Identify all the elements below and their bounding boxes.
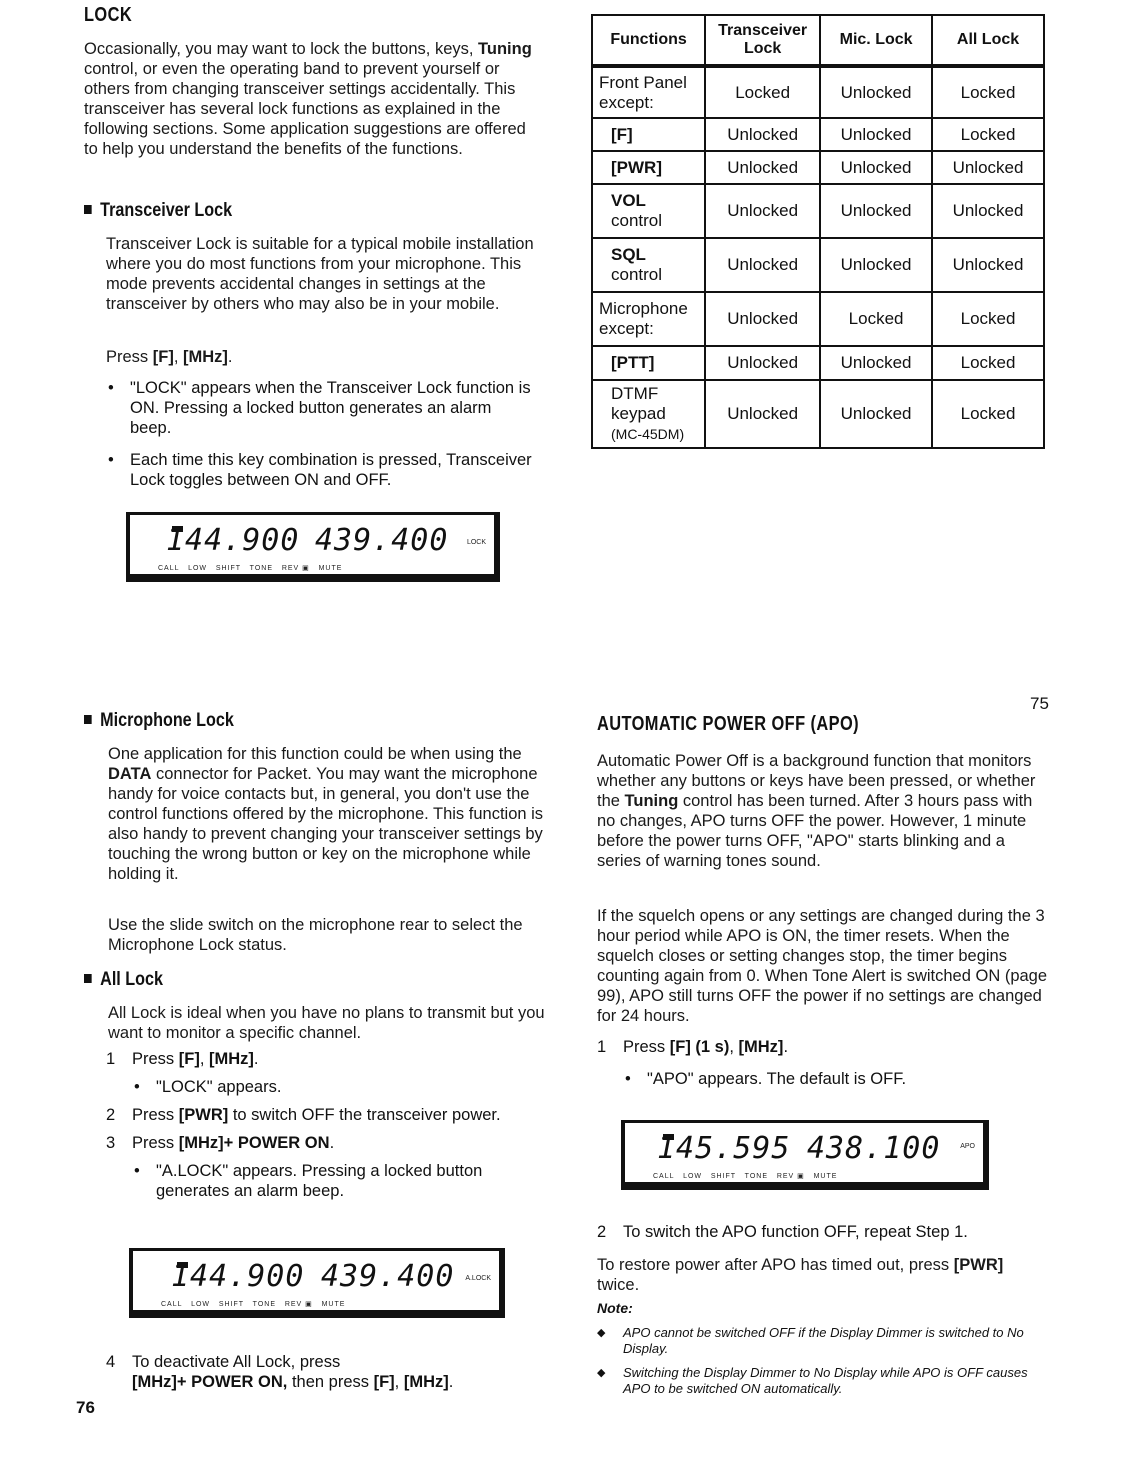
key-mhz: [MHz] xyxy=(209,1050,254,1068)
value-cell: Locked xyxy=(820,292,932,346)
step-num: 1 xyxy=(106,1050,116,1068)
lcd-display-transceiver-lock xyxy=(126,512,500,582)
lcd-freq-left: 144.900 xyxy=(171,1259,305,1294)
mic-lock-body xyxy=(108,744,548,884)
lcd-freq-left: 145.595 xyxy=(657,1131,791,1166)
key-mhz-power-on: [MHz]+ POWER ON, xyxy=(132,1373,288,1391)
transceiver-lock-body: Transceiver Lock is suitable for a typical mobile installation where you do most functions from your microphone. This mode prevents accidental changes in settings at the transceiver by others who may also be in your mobile. xyxy=(106,235,534,313)
value-cell: Locked xyxy=(932,346,1044,380)
transceiver-lock-press xyxy=(106,347,233,367)
intro-text-1: Occasionally, you may want to lock the buttons, keys, xyxy=(84,40,479,58)
note-item: ◆ Switching the Display Dimmer to No Display while APO is OFF causes APO to be switched ON automatically. xyxy=(597,1365,1042,1397)
fn-cell: Front Panel except: xyxy=(592,66,705,118)
value-cell: Unlocked xyxy=(705,184,820,238)
lcd-apo-indicator: APO xyxy=(960,1143,975,1150)
fn-main: DTMF keypad xyxy=(611,384,666,423)
comma: , xyxy=(173,348,184,366)
intro-text-2: control, or even the operating band to prevent yourself or others from changing transceiver settings accidentally. This transceiver has several lock functions as explained in the following sections. Some application suggestions are offered to help you understand the benefits of the functions. xyxy=(84,60,526,158)
apo-tuning: Tuning xyxy=(624,792,679,810)
value-cell: Unlocked xyxy=(932,184,1044,238)
key-pwr: [PWR] xyxy=(953,1256,1004,1274)
value-cell: Unlocked xyxy=(705,292,820,346)
period: . xyxy=(227,348,233,366)
lcd-freq-left: 144.900 xyxy=(166,523,300,558)
step-text: to switch OFF the transceiver power. xyxy=(228,1106,501,1124)
period: . xyxy=(448,1373,454,1391)
step-num: 4 xyxy=(106,1353,116,1371)
table-row xyxy=(592,151,1044,184)
value-cell: Unlocked xyxy=(820,238,932,292)
th-mic-lock: Mic. Lock xyxy=(820,15,932,66)
step-text: then press xyxy=(287,1373,374,1391)
lcd-display-apo xyxy=(621,1120,989,1190)
transceiver-lock-heading-text: Transceiver Lock xyxy=(100,200,233,221)
table-row xyxy=(592,66,1044,118)
all-lock-steps xyxy=(106,1049,546,1201)
value-cell: Locked xyxy=(932,66,1044,118)
value-cell: Unlocked xyxy=(820,151,932,184)
step-num: 1 xyxy=(597,1038,607,1056)
table-row xyxy=(592,184,1044,238)
step-2 xyxy=(106,1105,546,1125)
intro-tuning: Tuning xyxy=(478,40,532,58)
value-cell: Locked xyxy=(932,292,1044,346)
key-mhz: [MHz] xyxy=(403,1373,449,1391)
fn-cell: [PWR] xyxy=(592,151,705,184)
apo-body-2: If the squelch opens or any settings are changed during the 3 hour period while APO is ON, the timer resets. When the squelch closes or setting changes stop, the timer begins counting again from 0. When Tone Alert is switched ON (page 99), APO still turns OFF the power if no settings are changed for 24 hours. xyxy=(597,907,1048,1025)
transceiver-lock-bullets xyxy=(106,378,536,490)
page-number-left: 76 xyxy=(76,1398,95,1417)
period: . xyxy=(329,1134,335,1152)
period: . xyxy=(253,1050,259,1068)
square-bullet-icon xyxy=(84,205,92,214)
fn-cell: [F] xyxy=(592,118,705,151)
all-lock-heading-text: All Lock xyxy=(100,969,163,990)
lock-section-title: LOCK xyxy=(84,4,133,26)
page-number-right: 75 xyxy=(1030,694,1049,713)
press-word: Press xyxy=(106,348,153,366)
lcd-alock-indicator: A.LOCK xyxy=(465,1275,491,1282)
fn-cell: Microphone except: xyxy=(592,292,705,346)
lcd-freq-right: 438.100 xyxy=(807,1131,941,1166)
table-row xyxy=(592,380,1044,448)
list-item: • "A.LOCK" appears. Pressing a locked button generates an alarm beep. xyxy=(132,1161,546,1201)
fn-sub: (MC-45DM) xyxy=(611,426,685,442)
value-cell: Locked xyxy=(932,380,1044,448)
th-all-lock: All Lock xyxy=(932,15,1044,66)
value-cell: Locked xyxy=(705,66,820,118)
all-lock-heading xyxy=(84,969,163,991)
fn-sub: control xyxy=(611,211,663,230)
list-item: • "APO" appears. The default is OFF. xyxy=(623,1069,1037,1089)
fn-cell xyxy=(592,380,705,448)
comma: , xyxy=(199,1050,210,1068)
value-cell: Unlocked xyxy=(932,238,1044,292)
apo-step-2 xyxy=(597,1222,1037,1242)
fn-cell xyxy=(592,238,705,292)
transceiver-lock-heading xyxy=(84,200,232,222)
value-cell: Unlocked xyxy=(705,346,820,380)
note-heading: Note: xyxy=(597,1300,633,1316)
th-transceiver-lock: Transceiver Lock xyxy=(705,15,820,66)
mic-lock-body2: Use the slide switch on the microphone rear to select the Microphone Lock status. xyxy=(108,916,523,954)
list-item: • "LOCK" appears. xyxy=(132,1077,546,1097)
key-mhz-power-on: [MHz]+ POWER ON xyxy=(178,1134,330,1152)
fn-sub: control xyxy=(611,265,663,284)
value-cell: Unlocked xyxy=(705,151,820,184)
value-cell: Unlocked xyxy=(820,118,932,151)
fn-main: VOL xyxy=(611,191,646,210)
apo-text-2: control has been turned. After 3 hours pass with no changes, APO turns OFF the power. However, 1 minute before the power turns OFF, "APO" starts blinking and a series of warning tones sound. xyxy=(597,792,1033,870)
lcd-bottom-bar xyxy=(130,574,494,579)
th-functions: Functions xyxy=(592,15,705,66)
lcd-display-all-lock xyxy=(129,1248,505,1318)
mic-data: DATA xyxy=(108,765,152,783)
step-num: 3 xyxy=(106,1134,116,1152)
table-row xyxy=(592,238,1044,292)
restore-text-2: twice. xyxy=(597,1276,640,1294)
mic-lock-heading-text: Microphone Lock xyxy=(100,710,234,731)
value-cell: Unlocked xyxy=(705,380,820,448)
key-pwr: [PWR] xyxy=(178,1106,229,1124)
lcd-freq-right: 439.400 xyxy=(315,523,449,558)
lcd-bottom-bar xyxy=(625,1182,983,1187)
value-cell: Locked xyxy=(932,118,1044,151)
value-cell: Unlocked xyxy=(705,238,820,292)
table-header-row xyxy=(592,15,1044,66)
step-text: Press xyxy=(132,1106,179,1124)
step-text: Press xyxy=(132,1134,179,1152)
lcd-labels: CALL LOW SHIFT TONE REV ▣ MUTE xyxy=(158,565,343,572)
step-num: 2 xyxy=(597,1223,607,1241)
step-num: 2 xyxy=(106,1106,116,1124)
comma: , xyxy=(394,1373,404,1391)
list-item: • "LOCK" appears when the Transceiver Lock function is ON. Pressing a locked button generates an alarm beep. xyxy=(106,378,536,438)
step-text: Press xyxy=(132,1050,179,1068)
fn-cell xyxy=(592,184,705,238)
apo-notes xyxy=(597,1325,1042,1397)
key-f: [F] xyxy=(178,1050,200,1068)
lcd-bottom-bar xyxy=(133,1310,499,1315)
comma: , xyxy=(729,1038,739,1056)
period: . xyxy=(783,1038,789,1056)
key-f: [F] xyxy=(373,1373,395,1391)
step-text: To deactivate All Lock, press xyxy=(132,1353,341,1371)
step-text: To switch the APO function OFF, repeat Step 1. xyxy=(623,1223,968,1241)
value-cell: Unlocked xyxy=(820,184,932,238)
step-2 xyxy=(597,1222,1037,1242)
step-4 xyxy=(106,1352,546,1392)
lock-intro xyxy=(84,39,534,159)
all-lock-step-4 xyxy=(106,1352,546,1392)
value-cell: Unlocked xyxy=(820,346,932,380)
restore-text: To restore power after APO has timed out, press xyxy=(597,1256,954,1274)
value-cell: Unlocked xyxy=(820,380,932,448)
value-cell: Unlocked xyxy=(705,118,820,151)
key-f: [F] xyxy=(152,348,174,366)
apo-section-title: AUTOMATIC POWER OFF (APO) xyxy=(597,713,860,735)
key-mhz: [MHz] xyxy=(183,348,228,366)
mic-text-2: connector for Packet. You may want the microphone handy for voice contacts but, in general, you don't use the control functions offered by the microphone. This function is also handy to prevent changing your transceiver settings by touching the wrong button or key on the microphone while holding it. xyxy=(108,765,544,883)
value-cell: Unlocked xyxy=(820,66,932,118)
lock-functions-table xyxy=(591,14,1045,449)
lcd-labels: CALL LOW SHIFT TONE REV ▣ MUTE xyxy=(653,1173,838,1180)
square-bullet-icon xyxy=(84,715,92,724)
step-3 xyxy=(106,1133,546,1153)
key-mhz: [MHz] xyxy=(738,1038,784,1056)
fn-main: SQL xyxy=(611,245,646,264)
step-1 xyxy=(597,1037,1037,1057)
list-item: • Each time this key combination is pressed, Transceiver Lock toggles between ON and OFF. xyxy=(106,450,536,490)
value-cell: Unlocked xyxy=(932,151,1044,184)
table-row xyxy=(592,118,1044,151)
key-f-1s: [F] (1 s) xyxy=(669,1038,730,1056)
mic-text-1: One application for this function could be when using the xyxy=(108,745,522,763)
apo-steps xyxy=(597,1037,1037,1089)
step-1 xyxy=(106,1049,546,1069)
apo-text-1: Automatic Power Off is a background function that monitors whether any buttons or keys have been pressed, or whether the xyxy=(597,752,1036,810)
lcd-labels: CALL LOW SHIFT TONE REV ▣ MUTE xyxy=(161,1301,346,1308)
square-bullet-icon xyxy=(84,974,92,983)
table-row xyxy=(592,292,1044,346)
lcd-freq-right: 439.400 xyxy=(321,1259,455,1294)
mic-lock-heading xyxy=(84,710,234,732)
all-lock-body: All Lock is ideal when you have no plans to transmit but you want to monitor a specific channel. xyxy=(108,1004,545,1042)
step-text: Press xyxy=(623,1038,670,1056)
table-row xyxy=(592,346,1044,380)
apo-restore xyxy=(597,1255,1017,1295)
note-item: ◆ APO cannot be switched OFF if the Display Dimmer is switched to No Display. xyxy=(597,1325,1042,1357)
fn-cell: [PTT] xyxy=(592,346,705,380)
lcd-lock-indicator: LOCK xyxy=(466,539,486,546)
apo-body-1 xyxy=(597,751,1052,871)
